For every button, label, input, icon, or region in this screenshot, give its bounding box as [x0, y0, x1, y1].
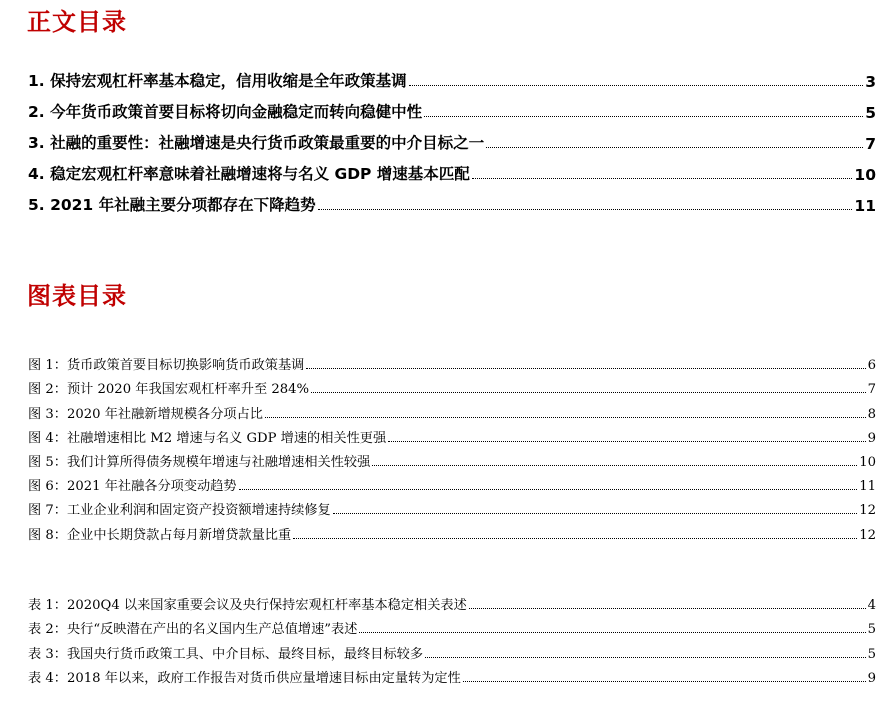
dot-leader [311, 392, 866, 393]
table-entry-page-number[interactable]: 9 [867, 670, 876, 686]
toc-entry-label[interactable]: 4. 稳定宏观杠杆率意味着社融增速将与名义 GDP 增速基本匹配 [28, 165, 470, 183]
figure-entry[interactable] [28, 373, 876, 397]
table-entry[interactable] [28, 662, 876, 686]
figure-entry-label[interactable]: 图 2：预计 2020 年我国宏观杠杆率升至 284% [28, 382, 310, 398]
table-entry-page-number[interactable]: 5 [867, 622, 876, 638]
dot-leader [372, 465, 857, 466]
dot-leader [425, 657, 866, 658]
table-entry[interactable] [28, 637, 876, 661]
figure-entry-label[interactable]: 图 6：2021 年社融各分项变动趋势 [28, 479, 237, 495]
figure-entry[interactable] [28, 470, 876, 494]
figure-entry-label[interactable]: 图 3：2020 年社融新增规模各分项占比 [28, 406, 263, 422]
table-entry-label[interactable]: 表 2：央行“反映潜在产出的名义国内生产总值增速”表述 [28, 622, 358, 638]
figure-entry-page-number[interactable]: 7 [867, 382, 876, 398]
dot-leader [469, 608, 866, 609]
figure-entry[interactable] [28, 397, 876, 421]
toc-entry-label[interactable]: 5. 2021 年社融主要分项都存在下降趋势 [28, 196, 316, 214]
figure-entry-page-number[interactable]: 12 [859, 503, 876, 519]
figure-entry-label[interactable]: 图 8：企业中长期贷款占每月新增贷款量比重 [28, 527, 292, 543]
dot-leader [333, 513, 858, 514]
toc-entry[interactable] [28, 184, 876, 215]
dot-leader [239, 489, 858, 490]
figure-list [28, 349, 876, 543]
toc-entry[interactable] [28, 91, 876, 122]
toc-entry-page-number[interactable]: 11 [854, 197, 876, 215]
figure-entry[interactable] [28, 494, 876, 518]
figure-entry-label[interactable]: 图 7：工业企业利润和固定资产投资额增速持续修复 [28, 503, 331, 519]
figure-entry[interactable] [28, 422, 876, 446]
figure-entry-page-number[interactable]: 11 [859, 479, 876, 495]
figure-entry-label[interactable]: 图 1：货币政策首要目标切换影响货币政策基调 [28, 358, 305, 374]
dot-leader [318, 209, 853, 210]
toc-entry-page-number[interactable]: 7 [865, 135, 876, 153]
table-entry-label[interactable]: 表 3：我国央行货币政策工具、中介目标、最终目标，最终目标较多 [28, 646, 424, 662]
figure-toc-heading: 图表目录 [27, 282, 127, 310]
table-entry[interactable] [28, 613, 876, 637]
figure-entry[interactable] [28, 349, 876, 373]
toc-entry[interactable] [28, 60, 876, 91]
dot-leader [388, 441, 865, 442]
main-toc-heading: 正文目录 [27, 8, 127, 36]
table-entry-label[interactable]: 表 1：2020Q4 以来国家重要会议及央行保持宏观杠杆率基本稳定相关表述 [28, 598, 467, 614]
dot-leader [486, 147, 863, 148]
figure-entry-page-number[interactable]: 8 [867, 406, 876, 422]
dot-leader [463, 681, 866, 682]
figure-entry-page-number[interactable]: 6 [867, 358, 876, 374]
dot-leader [306, 368, 865, 369]
dot-leader [424, 116, 863, 117]
table-list [28, 589, 876, 686]
table-entry-label[interactable]: 表 4：2018 年以来，政府工作报告对货币供应量增速目标由定量转为定性 [28, 670, 461, 686]
toc-entry-label[interactable]: 1. 保持宏观杠杆率基本稳定，信用收缩是全年政策基调 [28, 72, 407, 90]
table-entry[interactable] [28, 589, 876, 613]
toc-entry[interactable] [28, 122, 876, 153]
main-toc-list [28, 60, 876, 215]
figure-entry-label[interactable]: 图 5：我们计算所得债务规模年增速与社融增速相关性较强 [28, 454, 371, 470]
figure-entry-label[interactable]: 图 4：社融增速相比 M2 增速与名义 GDP 增速的相关性更强 [28, 430, 387, 446]
figure-entry-page-number[interactable]: 9 [867, 430, 876, 446]
dot-leader [472, 178, 853, 179]
toc-entry-page-number[interactable]: 10 [854, 166, 876, 184]
toc-entry[interactable] [28, 153, 876, 184]
figure-entry-page-number[interactable]: 12 [859, 527, 876, 543]
toc-entry-label[interactable]: 3. 社融的重要性：社融增速是央行货币政策最重要的中介目标之一 [28, 134, 485, 152]
dot-leader [293, 538, 857, 539]
dot-leader [409, 85, 864, 86]
table-entry-page-number[interactable]: 5 [867, 646, 876, 662]
toc-entry-page-number[interactable]: 3 [865, 73, 876, 91]
toc-entry-label[interactable]: 2. 今年货币政策首要目标将切向金融稳定而转向稳健中性 [28, 103, 423, 121]
toc-entry-page-number[interactable]: 5 [865, 104, 876, 122]
dot-leader [359, 632, 865, 633]
table-entry-page-number[interactable]: 4 [867, 598, 876, 614]
figure-entry[interactable] [28, 446, 876, 470]
figure-entry-page-number[interactable]: 10 [859, 454, 876, 470]
dot-leader [265, 417, 866, 418]
figure-entry[interactable] [28, 518, 876, 542]
